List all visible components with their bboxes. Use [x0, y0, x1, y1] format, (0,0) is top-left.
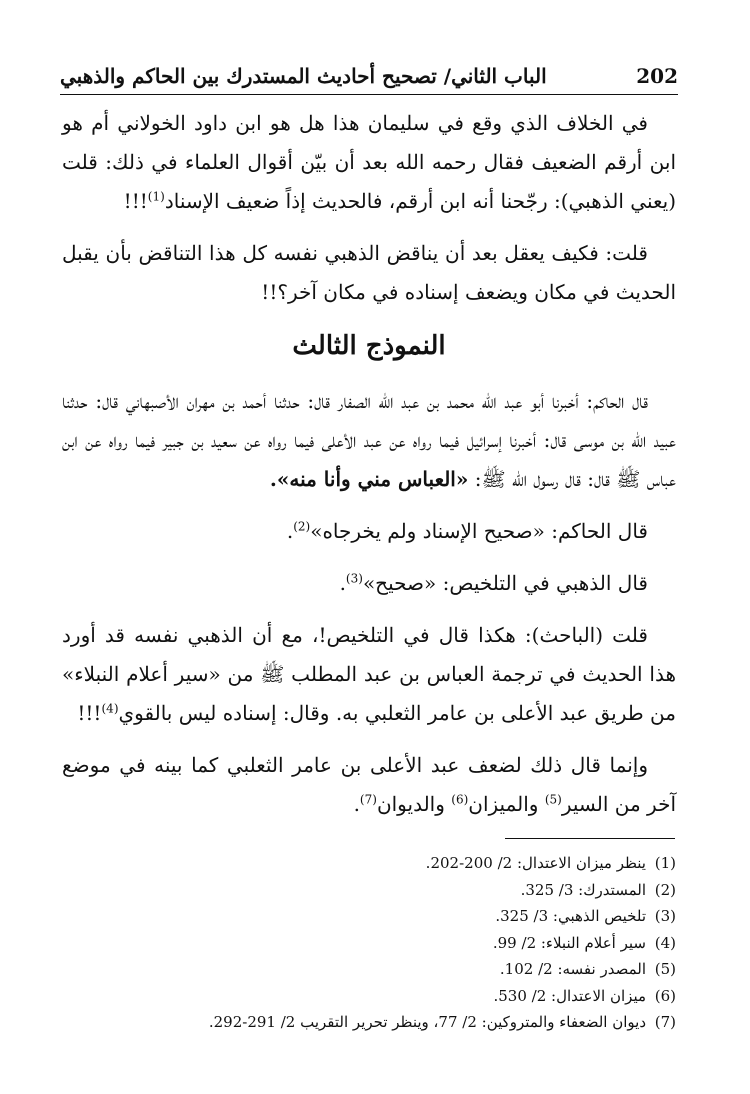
paragraph-4-end: . — [286, 519, 294, 543]
footnote-text: المصدر نفسه: 2/ 102. — [499, 960, 646, 978]
footnote-ref-7: (7) — [359, 792, 377, 807]
footnote-text: تلخيص الذهبي: 3/ 325. — [495, 907, 646, 925]
footnote-number: (3) — [654, 907, 676, 925]
footnote-text: ميزان الاعتدال: 2/ 530. — [493, 986, 646, 1005]
footnote-ref-4: (4) — [101, 701, 119, 716]
footnote-number: (7) — [654, 1013, 676, 1031]
paragraph-3-text: قال الحاكم: أخبرنا أبو عبد الله محمد بن عبد الله الصفار قال: حدثنا أحمد بن مهران الأصبهاني قال: حدثنا عبيد الله بن موسى قال: أخبرنا إسرائيل فيما رواه عن عبد الأعلى فيما رواه عن سعيد بن جبير فيما رواه عن ابن عباس ﷺ قال: قال رسول الله ﷺ: — [62, 389, 676, 491]
footnote-item — [62, 877, 676, 904]
footnote-item — [62, 956, 676, 983]
paragraph-2: قلت: فكيف يعقل بعد أن يناقض الذهبي نفسه كل هذا التناقض بأن يقبل الحديث في مكان ويضعف إسناده في مكان آخر؟!! — [62, 241, 676, 304]
paragraph-5 — [62, 564, 676, 603]
paragraph-1-text: في الخلاف الذي وقع في سليمان هذا هل هو ابن داود الخولاني أم هو ابن أرقم الضعيف فقال رحمه الله بعد أن بيّن أقوال العلماء في ذلك: قلت (يعني الذهبي): رجّحنا أنه ابن أرقم، فالحديث إذاً ضعيف الإسناد — [62, 111, 676, 213]
footnote-separator — [505, 838, 675, 839]
footnote-item — [62, 903, 676, 930]
footnote-item — [62, 983, 676, 1010]
footnote-number: (1) — [654, 854, 676, 872]
paragraph-5-end: . — [339, 571, 346, 595]
paragraph-7-text-b: والميزان — [468, 792, 545, 816]
page-number: 202 — [636, 64, 678, 88]
paragraph-6-end: !!! — [77, 701, 102, 725]
hadith-quote: «العباس مني وأنا منه». — [269, 467, 469, 491]
footnote-text: ينظر ميزان الاعتدال: 2/ 200-202. — [425, 854, 646, 872]
paragraph-7-end: . — [353, 792, 360, 816]
footnote-item — [62, 850, 676, 877]
footnote-text: ديوان الضعفاء والمتروكين: 2/ 77، وينظر تحرير التقريب 2/ 291-292. — [208, 1013, 646, 1031]
paragraph-1 — [62, 104, 676, 221]
footnote-number: (5) — [654, 960, 676, 978]
footnotes — [62, 850, 676, 1036]
paragraph-5-text: قال الذهبي في التلخيص: «صحيح» — [362, 571, 648, 595]
footnote-item — [62, 930, 676, 957]
footnote-text: المستدرك: 3/ 325. — [520, 880, 646, 899]
footnote-number: (2) — [654, 880, 676, 899]
footnote-ref-3: (3) — [345, 571, 363, 586]
paragraph-6-text: قلت (الباحث): هكذا قال في التلخيص!، مع أن الذهبي نفسه قد أورد هذا الحديث في ترجمة العباس بن عبد المطلب ﷺ من «سير أعلام النبلاء» من طريق عبد الأعلى بن عامر الثعلبي به. وقال: إسناده ليس بالقوي — [62, 623, 676, 725]
footnote-ref-6: (6) — [451, 792, 469, 807]
footnote-number: (4) — [654, 933, 676, 952]
footnote-item — [62, 1009, 676, 1036]
paragraph-3 — [62, 382, 676, 499]
chapter-title: الباب الثاني/ تصحيح أحاديث المستدرك بين الحاكم والذهبي — [60, 64, 547, 88]
paragraph-7 — [62, 746, 676, 824]
paragraph-7-text-c: والديوان — [376, 792, 452, 816]
paragraph-6 — [62, 616, 676, 733]
running-header — [60, 58, 678, 95]
footnote-number: (6) — [654, 986, 676, 1005]
footnote-ref-2: (2) — [293, 519, 311, 534]
section-heading: النموذج الثالث — [292, 331, 446, 361]
main-text — [62, 104, 676, 837]
paragraph-4 — [62, 512, 676, 551]
footnote-ref-1: (1) — [147, 189, 165, 204]
paragraph-4-text: قال الحاكم: «صحيح الإسناد ولم يخرجاه» — [310, 519, 648, 543]
paragraph-1-end: !!! — [123, 189, 148, 213]
footnote-text: سير أعلام النبلاء: 2/ 99. — [492, 933, 646, 952]
footnote-ref-5: (5) — [544, 792, 562, 807]
paragraph-7-text-a: وإنما قال ذلك لضعف عبد الأعلى بن عامر الثعلبي كما بينه في موضع آخر من السير — [62, 753, 676, 816]
